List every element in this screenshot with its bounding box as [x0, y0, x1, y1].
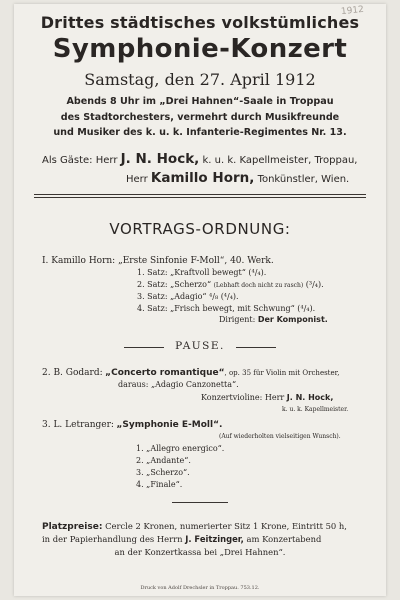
item-1-movement-2-title: 2. Satz: „Scherzo“	[137, 280, 212, 289]
item-1-movement-2-tempo: (Lebhaft doch nicht zu rasch)	[213, 282, 304, 289]
conductor-label: Dirigent:	[219, 315, 256, 324]
item-1-movement-2	[137, 280, 324, 289]
poster-title: Symphonie-Konzert	[52, 34, 348, 64]
orchestra-line-1: des Stadtorchesters, vermehrt durch Musikfreunde	[60, 112, 340, 123]
prices-shop-name: J. Feitzinger,	[185, 534, 244, 544]
prices-line-1	[42, 521, 347, 532]
item-2-details: , op. 35 für Violin mit Orchester,	[224, 369, 340, 377]
item-3-movement-1: 1. „Allegro energico“.	[136, 444, 225, 453]
pause-label: PAUSE.	[175, 340, 225, 352]
item-3-title	[42, 420, 222, 430]
item-1-conductor	[219, 315, 328, 324]
guest-line-2	[126, 170, 349, 186]
concert-date: Samstag, den 27. April 1912	[84, 70, 316, 89]
item-3-movement-3: 3. „Scherzo“.	[136, 468, 190, 477]
printer-imprint: Druck von Adolf Drechsler in Troppau. 753.12.	[140, 585, 260, 591]
conductor-name: Der Komponist.	[257, 315, 328, 324]
item-3-note: (Auf wiederholten vielseitigen Wunsch).	[219, 433, 341, 440]
archive-pencil-mark: 1912	[340, 4, 365, 18]
orchestra-info	[14, 110, 386, 140]
pause-rule-left	[124, 347, 164, 348]
item-2-work: „Concerto romantique“	[105, 368, 225, 378]
program-heading: VORTRAGS-ORDNUNG:	[109, 220, 291, 238]
time-and-venue: Abends 8 Uhr im „Drei Hahnen“-Saale in Troppau	[66, 96, 334, 107]
item-1-movement-3: 3. Satz: „Adagio“ ⁴/₈ (⁴/₄).	[137, 292, 239, 301]
pause-rule-right	[236, 347, 276, 348]
divider-top-1	[34, 194, 366, 195]
prices-label: Platzpreise:	[42, 522, 103, 532]
poster-subtitle: Drittes städtisches volkstümliches	[40, 13, 360, 32]
guest-1-title: Herr	[95, 155, 118, 166]
item-2-composer: 2. B. Godard:	[42, 368, 103, 378]
item-1-movement-2-meter: (³/₄).	[305, 280, 324, 289]
guest-2-name: Kamillo Horn,	[150, 170, 255, 186]
prices-shop-suffix: am Konzertabend	[246, 534, 322, 544]
item-1-title: I. Kamillo Horn: „Erste Sinfonie F-Moll“, 40. Werk.	[42, 256, 274, 266]
item-3-work: „Symphonie E-Moll“.	[116, 420, 223, 430]
item-2-title	[42, 368, 339, 378]
prices-details: Cercle 2 Kronen, numerierter Sitz 1 Krone, Eintritt 50 h,	[105, 521, 347, 531]
item-3-movement-2: 2. „Andante“.	[136, 456, 191, 465]
item-1-movement-1: 1. Satz: „Kraftvoll bewegt“ (⁴/₄).	[137, 268, 267, 277]
orchestra-line-2: und Musiker des k. u. k. Infanterie-Regimentes Nr. 13.	[53, 127, 347, 138]
item-3-composer: 3. L. Letranger:	[42, 420, 114, 430]
guest-1-name: J. N. Hock,	[120, 151, 200, 167]
item-1-movement-4: 4. Satz: „Frisch bewegt, mit Schwung“ (⁴/₄).	[137, 304, 316, 313]
guest-2-title: Herr	[126, 174, 148, 185]
soloist-label: Konzertvioline: Herr	[201, 393, 285, 402]
item-3-movement-4: 4. „Finale“.	[136, 480, 183, 489]
guests-lead: Als Gäste:	[42, 155, 93, 166]
divider-top-2	[34, 197, 366, 198]
prices-line-2	[42, 534, 321, 544]
prices-line-3: an der Konzertkassa bei „Drei Hahnen“.	[114, 547, 286, 557]
guest-2-role: Tonkünstler, Wien.	[257, 174, 350, 185]
concert-poster	[14, 4, 386, 596]
item-2-soloist	[201, 393, 333, 402]
guest-line-1	[42, 151, 357, 167]
soloist-name: J. N. Hock,	[286, 393, 334, 402]
guest-1-role: k. u. k. Kapellmeister, Troppau,	[202, 155, 358, 166]
divider-bottom	[172, 502, 228, 503]
item-2-excerpt: daraus: „Adagio Canzonetta“.	[118, 380, 239, 389]
item-2-soloist-role: k. u. k. Kapellmeister.	[282, 406, 349, 413]
prices-shop-prefix: in der Papierhandlung des Herrn	[42, 534, 183, 544]
